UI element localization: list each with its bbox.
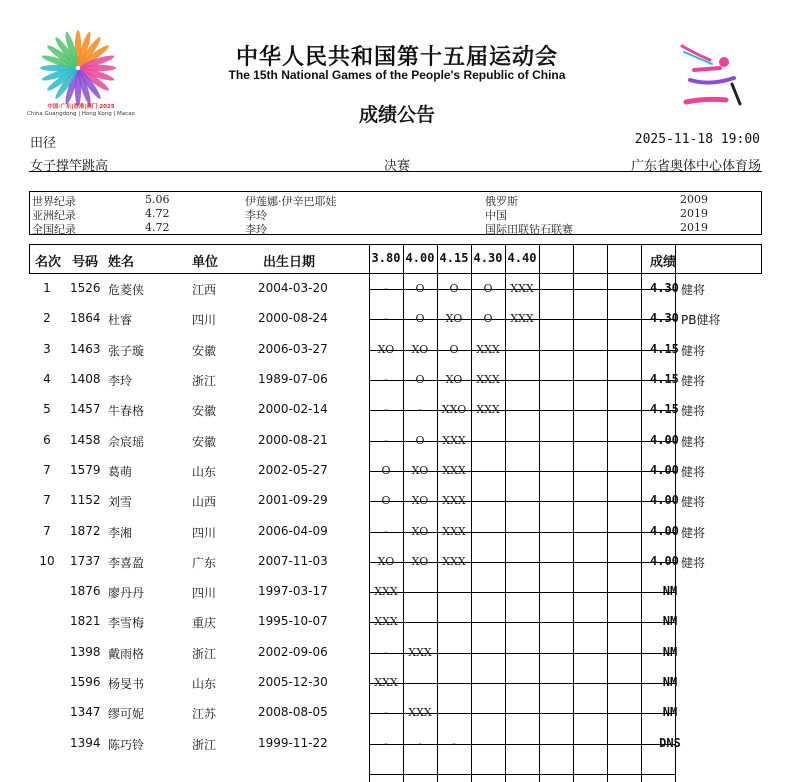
row-attempt: - — [384, 312, 388, 325]
row-name: 廖丹丹 — [108, 586, 145, 600]
row-attempt: - — [418, 737, 422, 750]
row-dob: 2001-09-29 — [258, 493, 328, 507]
row-attempt: XXX — [510, 312, 534, 325]
grid-vline — [573, 244, 574, 782]
col-header-name: 姓名 — [108, 255, 135, 270]
row-unit: 山东 — [192, 465, 217, 479]
row-result: NM — [662, 705, 678, 719]
document-title: 成绩公告 — [358, 104, 435, 126]
row-attempt: O — [415, 434, 425, 447]
row-note: 健将 — [681, 283, 706, 297]
row-attempt: XO — [411, 555, 429, 568]
row-dob: 2000-08-24 — [258, 311, 328, 325]
record-type: 全国纪录 — [32, 223, 76, 236]
row-dob: 2000-02-14 — [258, 402, 328, 416]
row-attempt: - — [384, 737, 388, 750]
record-row — [30, 207, 763, 222]
row-bib: 1463 — [70, 342, 101, 356]
row-attempt: XXX — [476, 403, 500, 416]
record-place: 国际田联钻石联赛 — [485, 223, 573, 236]
row-attempt: XO — [411, 464, 429, 477]
record-year: 2009 — [680, 193, 708, 206]
row-attempt: XXX — [408, 706, 432, 719]
row-attempt: - — [384, 525, 388, 538]
row-unit: 安徽 — [192, 344, 217, 358]
venue-name: 广东省奥体中心体育场 — [630, 159, 761, 174]
row-bib: 1596 — [70, 675, 101, 689]
row-note: 健将 — [681, 374, 706, 388]
row-bib: 1458 — [70, 433, 101, 447]
row-attempt: - — [418, 403, 422, 416]
row-bib: 1864 — [70, 311, 101, 325]
record-place: 俄罗斯 — [485, 195, 518, 208]
row-unit: 重庆 — [192, 616, 217, 630]
row-note: 健将 — [681, 404, 706, 418]
row-bib: 1347 — [70, 705, 101, 719]
record-place: 中国 — [485, 209, 507, 222]
row-attempt: O — [483, 282, 493, 295]
row-name: 牛春格 — [108, 404, 145, 418]
row-attempt: - — [384, 282, 388, 295]
row-attempt: XO — [377, 555, 395, 568]
record-row — [30, 221, 763, 236]
games-title-en: The 15th National Games of the People's Republic of China — [228, 68, 566, 82]
row-bib: 1821 — [70, 614, 101, 628]
row-result: DNS — [659, 736, 681, 750]
row-dob: 2002-05-27 — [258, 463, 328, 477]
row-result: 4.00 — [650, 493, 679, 507]
row-unit: 山西 — [192, 495, 217, 509]
row-bib: 1152 — [70, 493, 101, 507]
row-rank: 5 — [43, 402, 51, 416]
row-rank: 7 — [43, 493, 51, 507]
national-games-emblem-logo — [36, 26, 120, 110]
row-attempt: XXX — [374, 676, 398, 689]
row-bib: 1398 — [70, 645, 101, 659]
row-name: 刘雪 — [108, 495, 133, 509]
row-attempt: O — [415, 312, 425, 325]
row-note: PB健将 — [681, 313, 721, 327]
col-header-height: 4.40 — [507, 251, 537, 265]
row-name: 陈巧铃 — [108, 738, 145, 752]
row-name: 张子璇 — [108, 344, 145, 358]
row-bib: 1526 — [70, 281, 101, 295]
row-unit: 浙江 — [192, 738, 217, 752]
row-attempt: XXX — [476, 343, 500, 356]
emblem-caption — [26, 104, 136, 118]
row-result: 4.00 — [650, 554, 679, 568]
row-note: 健将 — [681, 526, 706, 540]
grid-hline — [369, 622, 675, 623]
record-holder: 李玲 — [245, 223, 267, 236]
row-rank: 4 — [43, 372, 51, 386]
col-header-height: 3.80 — [371, 251, 401, 265]
grid-vline — [641, 244, 642, 782]
grid-hline — [369, 683, 675, 684]
row-attempt: - — [384, 646, 388, 659]
row-attempt: O — [449, 282, 459, 295]
record-holder: 伊莲娜·伊辛巴耶娃 — [245, 195, 337, 208]
row-name: 李玲 — [108, 374, 133, 388]
row-bib: 1457 — [70, 402, 101, 416]
record-type: 世界纪录 — [32, 195, 76, 208]
row-note: 健将 — [681, 495, 706, 509]
row-attempt: XO — [377, 343, 395, 356]
row-dob: 2005-12-30 — [258, 675, 328, 689]
row-attempt: XO — [445, 373, 463, 386]
row-attempt: XO — [411, 494, 429, 507]
row-attempt: XXX — [442, 525, 466, 538]
row-bib: 1876 — [70, 584, 101, 598]
row-attempt: XXX — [374, 585, 398, 598]
row-unit: 安徽 — [192, 435, 217, 449]
grid-hline — [369, 774, 675, 775]
row-attempt: XXX — [476, 373, 500, 386]
row-name: 佘宸瑶 — [108, 435, 145, 449]
emblem-caption-cn: 中国·广东|香港|澳门 2025 — [47, 104, 115, 110]
header-divider — [29, 171, 762, 172]
row-rank: 10 — [39, 554, 55, 568]
record-mark: 5.06 — [145, 193, 170, 206]
row-rank: 3 — [43, 342, 51, 356]
row-attempt: O — [415, 282, 425, 295]
row-bib: 1872 — [70, 524, 101, 538]
record-year: 2019 — [680, 221, 708, 234]
row-name: 葛萌 — [108, 465, 133, 479]
row-result: NM — [662, 645, 678, 659]
row-unit: 四川 — [192, 526, 217, 540]
event-name: 女子撑竿跳高 — [30, 159, 109, 174]
row-name: 李喜盈 — [108, 556, 145, 570]
row-result: 4.00 — [650, 524, 679, 538]
row-attempt: O — [381, 464, 391, 477]
row-attempt: XXX — [442, 494, 466, 507]
row-dob: 2006-04-09 — [258, 524, 328, 538]
row-dob: 2002-09-06 — [258, 645, 328, 659]
row-result: 4.30 — [650, 311, 679, 325]
row-bib: 1737 — [70, 554, 101, 568]
row-unit: 四川 — [192, 586, 217, 600]
row-name: 缪可妮 — [108, 707, 145, 721]
row-name: 李雪梅 — [108, 616, 145, 630]
row-result: NM — [662, 675, 678, 689]
row-rank: 7 — [43, 524, 51, 538]
record-year: 2019 — [680, 207, 708, 220]
row-name: 李湘 — [108, 526, 133, 540]
row-dob: 1997-03-17 — [258, 584, 328, 598]
row-unit: 山东 — [192, 677, 217, 691]
row-name: 杨旻书 — [108, 677, 145, 691]
row-unit: 四川 — [192, 313, 217, 327]
row-bib: 1408 — [70, 372, 101, 386]
row-name: 危菱侠 — [108, 283, 145, 297]
col-header-height: 4.15 — [439, 251, 469, 265]
row-attempt: - — [452, 737, 456, 750]
row-dob: 2007-11-03 — [258, 554, 328, 568]
row-note: 健将 — [681, 435, 706, 449]
row-name: 戴雨格 — [108, 647, 145, 661]
row-attempt: - — [384, 403, 388, 416]
row-attempt: O — [415, 373, 425, 386]
row-bib: 1394 — [70, 736, 101, 750]
row-unit: 广东 — [192, 556, 217, 570]
col-header-height: 4.00 — [405, 251, 435, 265]
games-title-cn: 中华人民共和国第十五届运动会 — [235, 45, 558, 70]
record-mark: 4.72 — [145, 221, 170, 234]
row-result: 4.15 — [650, 342, 679, 356]
row-note: 健将 — [681, 465, 706, 479]
row-attempt: XXX — [442, 555, 466, 568]
row-attempt: XXX — [442, 464, 466, 477]
row-result: 4.15 — [650, 402, 679, 416]
row-attempt: O — [381, 494, 391, 507]
row-rank: 6 — [43, 433, 51, 447]
row-attempt: XXO — [441, 403, 467, 416]
row-rank: 2 — [43, 311, 51, 325]
col-header-bib: 号码 — [72, 255, 99, 270]
row-dob: 2000-08-21 — [258, 433, 328, 447]
row-unit: 浙江 — [192, 647, 217, 661]
row-note: 健将 — [681, 556, 706, 570]
sport-label: 田径 — [30, 136, 57, 151]
row-unit: 浙江 — [192, 374, 217, 388]
row-result: NM — [662, 614, 678, 628]
row-dob: 1995-10-07 — [258, 614, 328, 628]
row-result: 4.00 — [650, 463, 679, 477]
row-bib: 1579 — [70, 463, 101, 477]
record-holder: 李玲 — [245, 209, 267, 222]
row-attempt: - — [384, 434, 388, 447]
row-attempt: O — [449, 343, 459, 356]
row-dob: 2004-03-20 — [258, 281, 328, 295]
row-note: 健将 — [681, 344, 706, 358]
col-header-height: 4.30 — [473, 251, 503, 265]
record-row — [30, 193, 763, 208]
record-type: 亚洲纪录 — [32, 209, 76, 222]
grid-vline — [607, 244, 608, 782]
col-header-result: 成绩 — [650, 255, 677, 270]
row-attempt: XXX — [442, 434, 466, 447]
row-attempt: O — [483, 312, 493, 325]
row-attempt: XO — [411, 525, 429, 538]
emblem-caption-en: China Guangdong | Hong Kong | Macao — [27, 111, 135, 117]
row-attempt: - — [384, 373, 388, 386]
grid-vline — [539, 244, 540, 782]
row-dob: 1989-07-06 — [258, 372, 328, 386]
pole-vault-pictogram-icon — [676, 40, 748, 112]
row-unit: 江苏 — [192, 707, 217, 721]
row-attempt: XO — [411, 343, 429, 356]
col-header-unit: 单位 — [192, 255, 219, 270]
row-dob: 2006-03-27 — [258, 342, 328, 356]
row-attempt: - — [384, 706, 388, 719]
row-attempt: XO — [445, 312, 463, 325]
records-box — [29, 191, 762, 235]
row-unit: 安徽 — [192, 404, 217, 418]
row-result: 4.15 — [650, 372, 679, 386]
announcement-datetime: 2025-11-18 19:00 — [634, 132, 760, 147]
row-unit: 江西 — [192, 283, 217, 297]
grid-hline — [369, 592, 675, 593]
row-attempt: XXX — [510, 282, 534, 295]
record-mark: 4.72 — [145, 207, 170, 220]
row-result: 4.30 — [650, 281, 679, 295]
row-rank: 7 — [43, 463, 51, 477]
row-attempt: XXX — [374, 615, 398, 628]
row-rank: 1 — [43, 281, 51, 295]
row-result: NM — [662, 584, 678, 598]
row-name: 杜睿 — [108, 313, 133, 327]
col-header-rank: 名次 — [35, 255, 62, 270]
row-dob: 2008-08-05 — [258, 705, 328, 719]
row-dob: 1999-11-22 — [258, 736, 328, 750]
col-header-dob: 出生日期 — [263, 255, 316, 270]
row-attempt: XXX — [408, 646, 432, 659]
round-name: 决赛 — [383, 159, 410, 174]
row-result: 4.00 — [650, 433, 679, 447]
